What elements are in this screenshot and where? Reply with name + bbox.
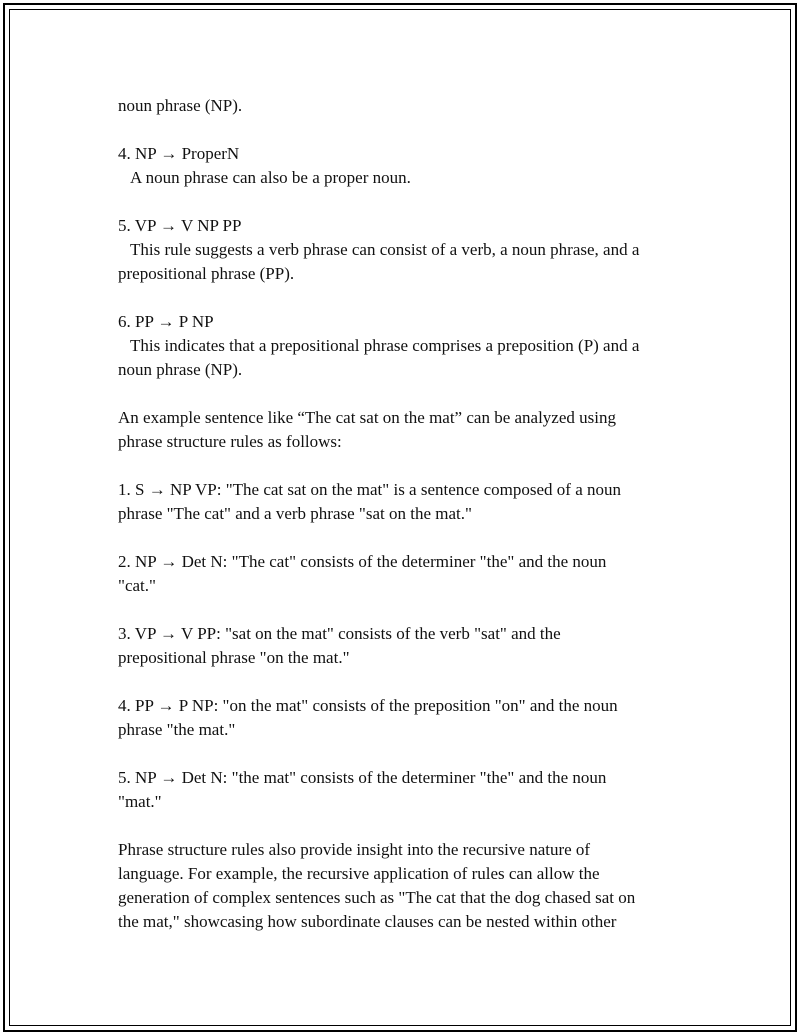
- paragraph: 3. VP → V PP: "sat on the mat" consists of the verb "sat" and the prepositional phrase "on the mat.": [118, 624, 561, 667]
- rule-explanation: This indicates that a prepositional phrase comprises a preposition (P) and a: [130, 336, 640, 355]
- paragraph: noun phrase (NP).: [118, 96, 243, 115]
- document-body: [118, 94, 693, 958]
- paragraph: 6. PP → P NP This indicates that a prepositional phrase comprises a preposition (P) and a noun phrase (NP).: [118, 310, 693, 382]
- paragraph: 2. NP → Det N: "The cat" consists of the determiner "the" and the noun "cat.": [118, 552, 607, 595]
- paragraph: An example sentence like “The cat sat on the mat” can be analyzed using phrase structure rules as follows:: [118, 408, 616, 451]
- paragraph: 5. VP → V NP PP This rule suggests a verb phrase can consist of a verb, a noun phrase, and a prepositional phrase (PP).: [118, 214, 693, 286]
- rule-explanation: This rule suggests a verb phrase can consist of a verb, a noun phrase, and a: [130, 240, 640, 259]
- rule-explanation: A noun phrase can also be a proper noun.: [130, 168, 411, 187]
- paragraph: 4. PP → P NP: "on the mat" consists of the preposition "on" and the noun phrase "the mat.": [118, 696, 618, 739]
- paragraph: Phrase structure rules also provide insight into the recursive nature of language. For example, the recursive application of rules can allow the generation of complex sentences such as "The cat that the dog chased sat on the mat," showcasing how subordinate clauses can be nested within other: [118, 840, 636, 931]
- paragraph: 4. NP → ProperN A noun phrase can also be a proper noun.: [118, 142, 693, 190]
- paragraph: 1. S → NP VP: "The cat sat on the mat" is a sentence composed of a noun phrase "The cat" and a verb phrase "sat on the mat.": [118, 480, 622, 523]
- paragraph: 5. NP → Det N: "the mat" consists of the determiner "the" and the noun "mat.": [118, 768, 607, 811]
